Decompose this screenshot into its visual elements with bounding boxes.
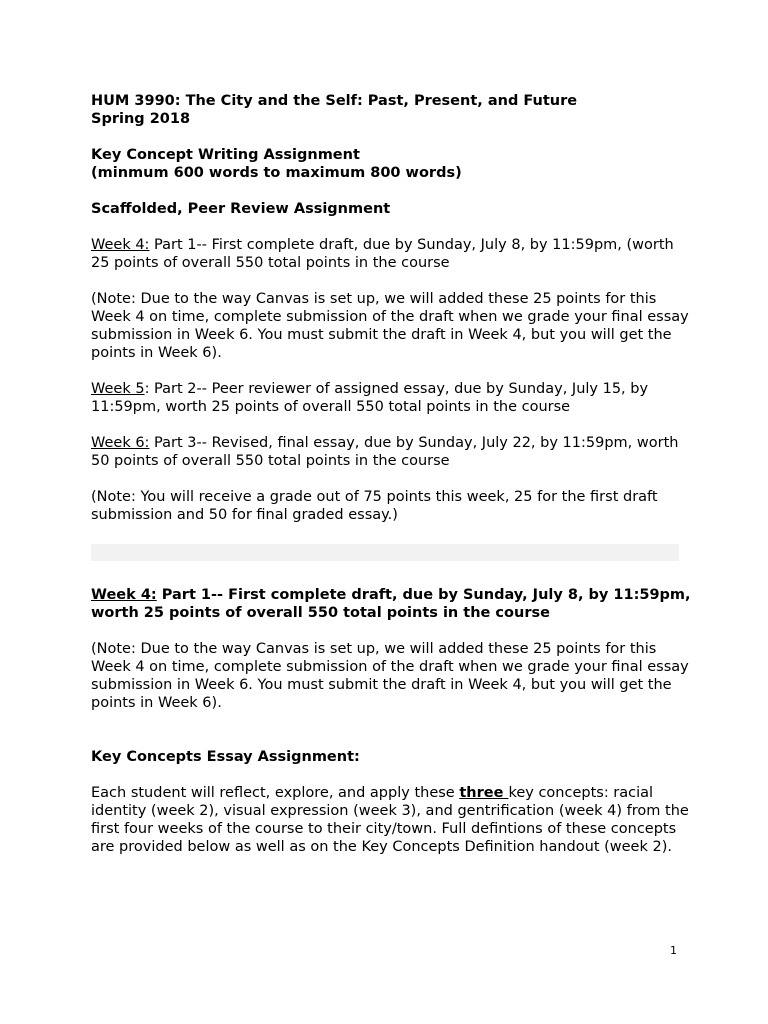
header-block — [91, 92, 691, 128]
page-number: 1 — [670, 944, 677, 957]
week4-text: Part 1-- First complete draft, due by Sunday, July 8, by 11:59pm, (worth 25 points of overall 550 total points in the course — [91, 237, 674, 271]
shaded-divider — [91, 544, 679, 561]
essay-assignment-heading: Key Concepts Essay Assignment: — [91, 749, 360, 765]
canvas-note-2: (Note: Due to the way Canvas is set up, we will added these 25 points for this Week 4 on time, complete submission of the draft when we grade your final essay submission in Week 6. You must submit the draft in Week 4, but you will get the points in Week 6). — [91, 641, 689, 711]
canvas-note-1: (Note: Due to the way Canvas is set up, we will added these 25 points for this Week 4 on time, complete submission of the draft when we grade your final essay submission in Week 6. You must submit the draft in Week 4, but you will get the points in Week 6). — [91, 291, 689, 361]
essay-three-emphasis: three — [459, 785, 509, 801]
essay-post-text: key concepts: racial identity (week 2), visual expression (week 3), and gentrification (week 4) from the first four weeks of the course to their city/town. Full defintions of these concepts are provided below as well as on the Key Concepts Definition handout (week 2). — [91, 785, 689, 855]
grade-note: (Note: You will receive a grade out of 75 points this week, 25 for the first draft submission and 50 for final graded essay.) — [91, 489, 658, 523]
week6-paragraph — [91, 434, 691, 470]
week6-label: Week 6: — [91, 435, 150, 451]
course-title: HUM 3990: The City and the Self: Past, Present, and Future — [91, 93, 578, 109]
essay-description — [91, 784, 691, 856]
week6-text: Part 3-- Revised, final essay, due by Sunday, July 22, by 11:59pm, worth 50 points of overall 550 total points in the course — [91, 435, 679, 469]
term: Spring 2018 — [91, 111, 191, 127]
essay-pre-text: Each student will reflect, explore, and apply these — [91, 785, 460, 801]
assignment-title: Key Concept Writing Assignment — [91, 147, 360, 163]
assignment-type: Scaffolded, Peer Review Assignment — [91, 201, 391, 217]
assignment-length: (minmum 600 words to maximum 800 words) — [91, 165, 462, 181]
assignment-title-block — [91, 146, 691, 182]
week5-paragraph — [91, 380, 691, 416]
document-page — [91, 92, 691, 874]
week5-text: : Part 2-- Peer reviewer of assigned essay, due by Sunday, July 15, by 11:59pm, worth 25 points of overall 550 total points in the course — [91, 381, 649, 415]
section2-week4-text: Part 1-- First complete draft, due by Sunday, July 8, by 11:59pm, worth 25 points of overall 550 total points in the course — [91, 587, 691, 621]
week4-label: Week 4: — [91, 237, 150, 253]
week4-paragraph — [91, 236, 691, 272]
section2-week4-heading — [91, 586, 691, 622]
week5-label: Week 5 — [91, 381, 145, 397]
section2-week4-label: Week 4: — [91, 587, 157, 603]
